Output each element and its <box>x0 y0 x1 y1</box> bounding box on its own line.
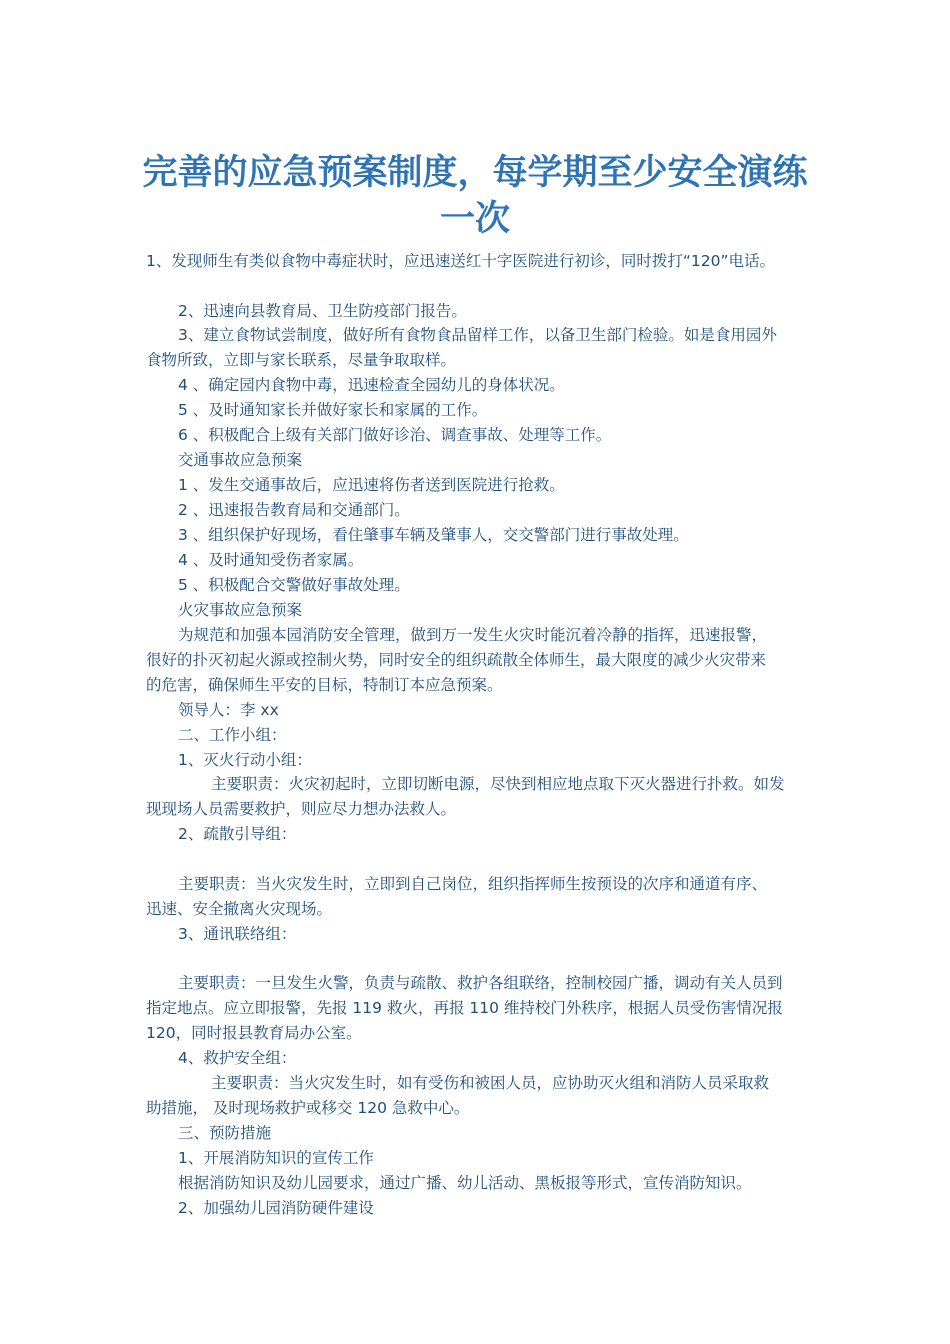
document-title <box>130 150 820 242</box>
paragraph-line: 1、开展消防知识的宣传工作 <box>178 1149 374 1167</box>
paragraph-line: 5 、积极配合交警做好事故处理。 <box>178 576 410 594</box>
title-line-2: 一次 <box>439 198 510 239</box>
paragraph-line: 的危害，确保师生平安的目标，特制订本应急预案。 <box>146 676 503 694</box>
section-heading: 交通事故应急预案 <box>178 451 303 469</box>
paragraph-line: 主要职责：一旦发生火警，负责与疏散、救护各组联络，控制校园广播，调动有关人员到 <box>178 974 783 992</box>
paragraph-line: 2 、迅速报告教育局和交通部门。 <box>178 501 410 519</box>
paragraph-line: 现现场人员需要救护，则应尽力想办法救人。 <box>146 800 457 818</box>
paragraph-line: 根据消防知识及幼儿园要求，通过广播、幼儿活动、黑板报等形式，宣传消防知识。 <box>178 1174 752 1192</box>
paragraph-line: 5 、及时通知家长并做好家长和家属的工作。 <box>178 401 488 419</box>
paragraph-line: 2、加强幼儿园消防硬件建设 <box>178 1199 374 1217</box>
paragraph-line: 食物所致，立即与家长联系，尽量争取取样。 <box>146 351 457 369</box>
paragraph-line: 主要职责：火灾初起时，立即切断电源，尽快到相应地点取下灭火器进行扑救。如发 <box>211 775 785 793</box>
paragraph-line: 指定地点。应立即报警，先报 119 救火，再报 110 维持校门外秩序，根据人员受伤害情况报 <box>146 999 783 1017</box>
paragraph-line: 主要职责：当火灾发生时，如有受伤和被困人员，应协助灭火组和消防人员采取救 <box>211 1074 770 1092</box>
paragraph-line: 2、疏散引导组： <box>178 825 297 843</box>
title-line-1: 完善的应急预案制度，每学期至少安全演练 <box>142 152 808 193</box>
paragraph-line: 2、迅速向县教育局、卫生防疫部门报告。 <box>178 302 467 320</box>
paragraph-line: 4 、及时通知受伤者家属。 <box>178 551 364 569</box>
paragraph-line: 助措施， 及时现场救护或移交 120 急救中心。 <box>146 1099 470 1117</box>
paragraph-line: 为规范和加强本园消防安全管理，做到万一发生火灾时能沉着冷静的指挥，迅速报警， <box>178 626 768 644</box>
paragraph-line: 主要职责：当火灾发生时，立即到自己岗位，组织指挥师生按预设的次序和通道有序、 <box>178 875 768 893</box>
paragraph-line: 迅速、安全撤离火灾现场。 <box>146 900 333 918</box>
paragraph-line: 4 、确定园内食物中毒，迅速检查全园幼儿的身体状况。 <box>178 376 565 394</box>
paragraph-line: 很好的扑灭初起火源或控制火势，同时安全的组织疏散全体师生，最大限度的减少火灾带来 <box>146 651 767 669</box>
paragraph-line: 1、灭火行动小组： <box>178 751 312 769</box>
paragraph-line: 1、发现师生有类似食物中毒症状时，应迅速送红十字医院进行初诊，同时拨打“120”电话。 <box>146 252 776 270</box>
section-heading: 火灾事故应急预案 <box>178 601 303 619</box>
paragraph-line: 3、建立食物试尝制度，做好所有食物食品留样工作，以备卫生部门检验。如是食用园外 <box>178 326 777 344</box>
paragraph-line: 4、救护安全组： <box>178 1049 297 1067</box>
paragraph-line: 6 、积极配合上级有关部门做好诊治、调查事故、处理等工作。 <box>178 426 612 444</box>
section-heading: 三、预防措施 <box>178 1124 272 1142</box>
paragraph-line: 1 、发生交通事故后，应迅速将伤者送到医院进行抢救。 <box>178 476 565 494</box>
paragraph-line: 领导人：李 xx <box>178 701 279 719</box>
paragraph-line: 二、工作小组： <box>178 726 287 744</box>
paragraph-line: 3 、组织保护好现场，看住肇事车辆及肇事人，交交警部门进行事故处理。 <box>178 526 689 544</box>
paragraph-line: 3、通讯联络组： <box>178 925 297 943</box>
paragraph-line: 120，同时报县教育局办公室。 <box>146 1024 362 1042</box>
